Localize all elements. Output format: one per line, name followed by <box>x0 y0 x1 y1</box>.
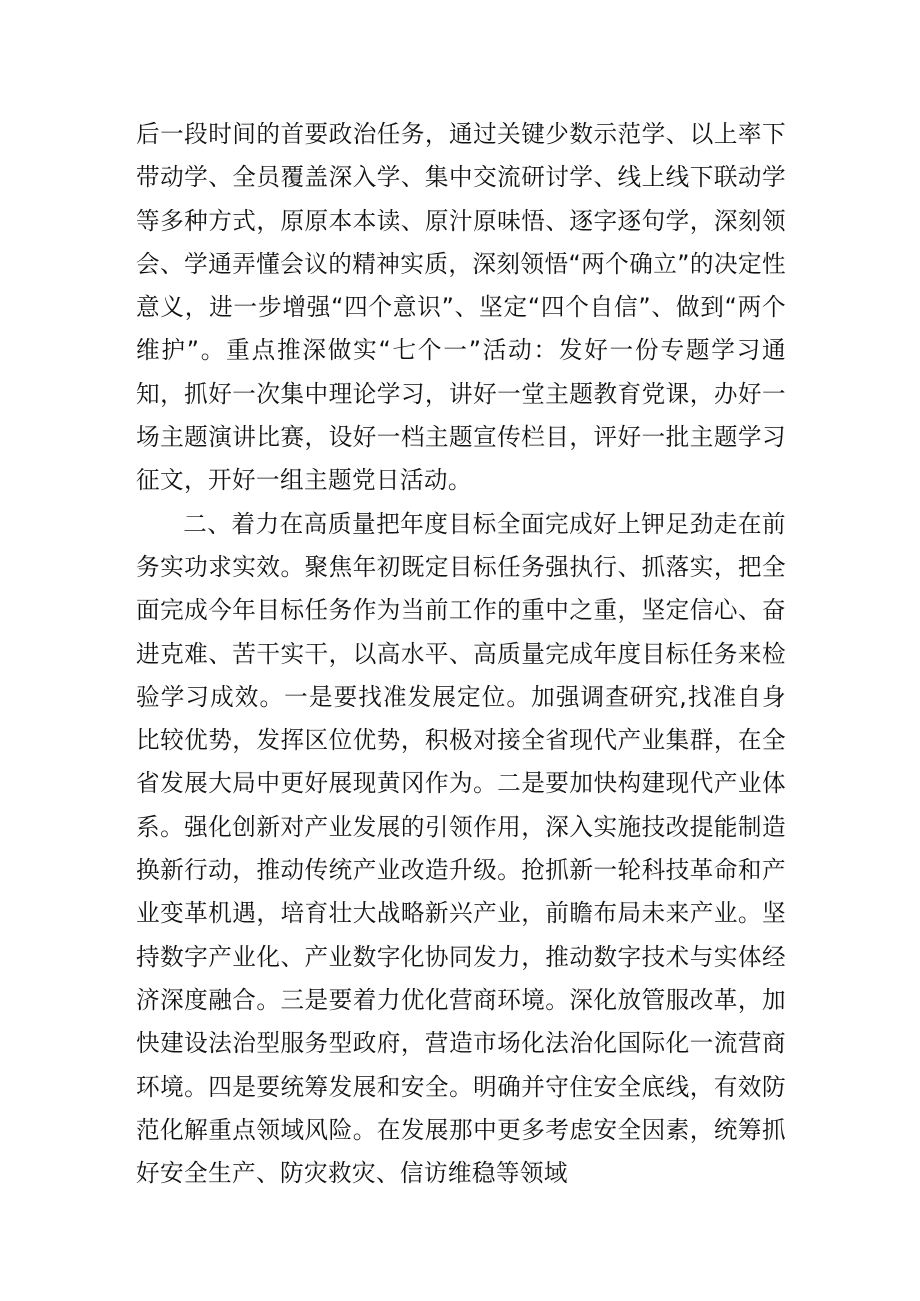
document-body <box>136 113 786 1195</box>
paragraph-section-two: 二、着力在高质量把年度目标全面完成好上钾足劲走在前务实功求实效。聚焦年初既定目标任务强执行、抓落实，把全面完成今年目标任务作为当前工作的重中之重，坚定信心、奋进克难、苦干实干，以高水平、高质量完成年度目标任务来检验学习成效。一是要找准发展定位。加强调查研究,找准自身比较优势，发挥区位优势，积极对接全省现代产业集群，在全省发展大局中更好展现黄冈作为。二是要加快构建现代产业体系。强化创新对产业发展的引领作用，深入实施技改提能制造换新行动，推动传统产业改造升级。抢抓新一轮科技革命和产业变革机遇，培育壮大战略新兴产业，前瞻布局未来产业。坚持数字产业化、产业数字化协同发力，推动数字技术与实体经济深度融合。三是要着力优化营商环境。深化放管服改革，加快建设法治型服务型政府，营造市场化法治化国际化一流营商环境。四是要统筹发展和安全。明确并守住安全底线，有效防范化解重点领域风险。在发展那中更多考虑安全因素，统筹抓好安全生产、防灾救灾、信访维稳等领域 <box>136 509 786 1188</box>
paragraph-continued: 后一段时间的首要政治任务，通过关键少数示范学、以上率下带动学、全员覆盖深入学、集中交流研讨学、线上线下联动学等多种方式，原原本本读、原汁原味悟、逐字逐句学，深刻领会、学通弄懂会议的精神实质，深刻领悟“两个确立”的决定性意义，进一步增强“四个意识”、坚定“四个自信”、做到“两个维护”。重点推深做实“七个一”活动：发好一份专题学习通知，抓好一次集中理论学习，讲好一堂主题教育党课，办好一场主题演讲比赛，设好一档主题宣传栏目，评好一批主题学习征文，开好一组主题党日活动。 <box>136 120 786 495</box>
